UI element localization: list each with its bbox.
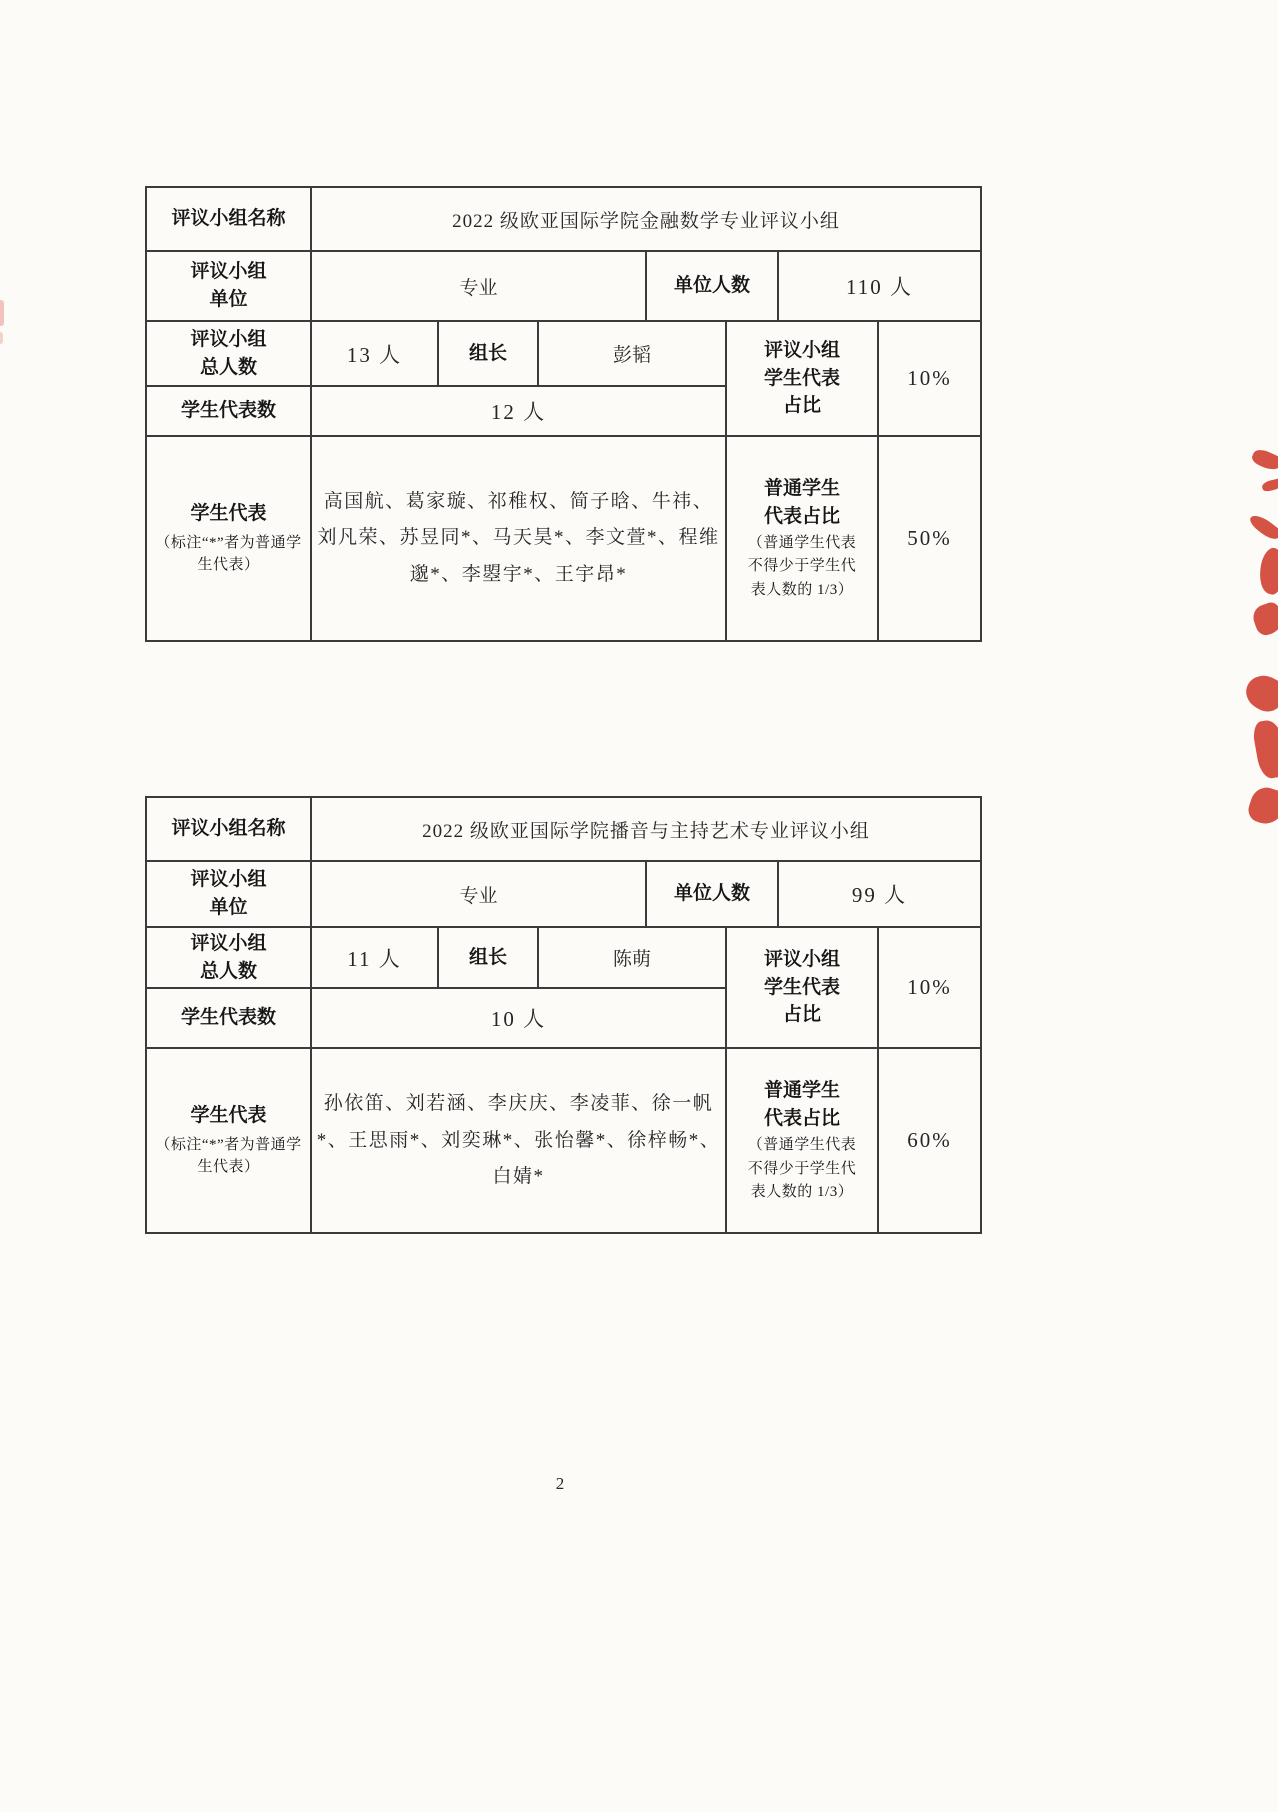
total-members-value: 13 人	[311, 321, 438, 386]
stamp-mark-icon	[1251, 718, 1278, 780]
rep-count-value: 12 人	[311, 386, 726, 436]
ordinary-ratio-value: 50%	[878, 436, 981, 641]
ordinary-ratio-label-line2: 代表占比	[763, 505, 840, 527]
ordinary-ratio-note: （普通学生代表不得少于学生代表人数的 1/3）	[747, 1137, 857, 1200]
review-group-table-broadcasting	[145, 796, 982, 1234]
scan-artifact-mark	[0, 300, 4, 326]
unit-count-label: 单位人数	[646, 861, 778, 927]
unit-value: 专业	[311, 251, 646, 321]
page-number: 2	[555, 1474, 565, 1493]
total-members-label-line2: 总人数	[199, 356, 257, 378]
stamp-mark-icon	[1261, 477, 1278, 492]
leader-name: 陈萌	[538, 927, 726, 988]
reps-note: （标注“*”者为普通学生代表）	[155, 534, 302, 574]
unit-value: 专业	[311, 861, 646, 927]
stamp-mark-icon	[1247, 511, 1278, 543]
group-name-label: 评议小组名称	[146, 187, 311, 251]
review-group-table-finance-math	[145, 186, 982, 642]
ordinary-ratio-label-line1: 普通学生	[763, 478, 840, 500]
unit-label-line2: 单位	[209, 289, 248, 310]
total-members-label	[146, 927, 311, 988]
group-name-value: 2022 级欧亚国际学院金融数学专业评议小组	[311, 187, 981, 251]
unit-count-label: 单位人数	[646, 251, 778, 321]
unit-label-line1: 评议小组	[190, 869, 267, 891]
ordinary-ratio-label-cell	[726, 1048, 878, 1233]
student-ratio-label-line2: 学生代表	[763, 367, 840, 389]
total-members-label-line2: 总人数	[199, 960, 257, 982]
student-ratio-value: 10%	[878, 321, 981, 436]
stamp-mark-icon	[1250, 447, 1278, 474]
reps-label: 学生代表	[190, 1105, 267, 1127]
student-ratio-label-line1: 评议小组	[763, 949, 840, 971]
unit-count-value: 110 人	[778, 251, 981, 321]
unit-label	[146, 251, 311, 321]
unit-label-line1: 评议小组	[190, 261, 267, 283]
ordinary-ratio-label-line1: 普通学生	[763, 1080, 840, 1102]
student-ratio-label	[726, 927, 878, 1048]
ordinary-ratio-value: 60%	[878, 1048, 981, 1233]
reps-label-cell	[146, 1048, 311, 1233]
leader-name: 彭韬	[538, 321, 726, 386]
student-ratio-label-line2: 学生代表	[763, 976, 840, 998]
ordinary-ratio-label-cell	[726, 436, 878, 641]
student-ratio-label	[726, 321, 878, 436]
total-members-label-line1: 评议小组	[190, 328, 267, 350]
reps-names: 高国航、葛家璇、祁稚权、简子晗、牛祎、刘凡荣、苏昱同*、马天昊*、李文萱*、程维邈*、李曌宇*、王宇昂*	[311, 436, 726, 641]
student-ratio-value: 10%	[878, 927, 981, 1048]
student-ratio-label-line1: 评议小组	[763, 340, 840, 362]
total-members-value: 11 人	[311, 927, 438, 988]
stamp-mark-icon	[1245, 784, 1278, 829]
group-name-label: 评议小组名称	[146, 797, 311, 861]
reps-names: 孙依笛、刘若涵、李庆庆、李凌菲、徐一帆*、王思雨*、刘奕琳*、张怡馨*、徐梓畅*、白婧*	[311, 1048, 726, 1233]
rep-count-label: 学生代表数	[146, 988, 311, 1048]
rep-count-label: 学生代表数	[146, 386, 311, 436]
stamp-mark-icon	[1240, 669, 1278, 717]
stamp-mark-icon	[1250, 600, 1278, 638]
unit-count-value: 99 人	[778, 861, 981, 927]
scan-artifact-mark	[0, 332, 3, 344]
leader-label: 组长	[438, 927, 538, 988]
total-members-label	[146, 321, 311, 386]
unit-label-line2: 单位	[209, 897, 248, 918]
group-name-value: 2022 级欧亚国际学院播音与主持艺术专业评议小组	[311, 797, 981, 861]
rep-count-value: 10 人	[311, 988, 726, 1048]
reps-label-cell	[146, 436, 311, 641]
unit-label	[146, 861, 311, 927]
reps-note: （标注“*”者为普通学生代表）	[155, 1136, 302, 1176]
ordinary-ratio-label-line2: 代表占比	[763, 1107, 840, 1129]
reps-label: 学生代表	[190, 503, 267, 525]
leader-label: 组长	[438, 321, 538, 386]
ordinary-ratio-note: （普通学生代表不得少于学生代表人数的 1/3）	[747, 535, 857, 598]
student-ratio-label-line3: 占比	[782, 395, 821, 417]
stamp-mark-icon	[1255, 546, 1278, 596]
student-ratio-label-line3: 占比	[782, 1004, 821, 1026]
total-members-label-line1: 评议小组	[190, 933, 267, 954]
